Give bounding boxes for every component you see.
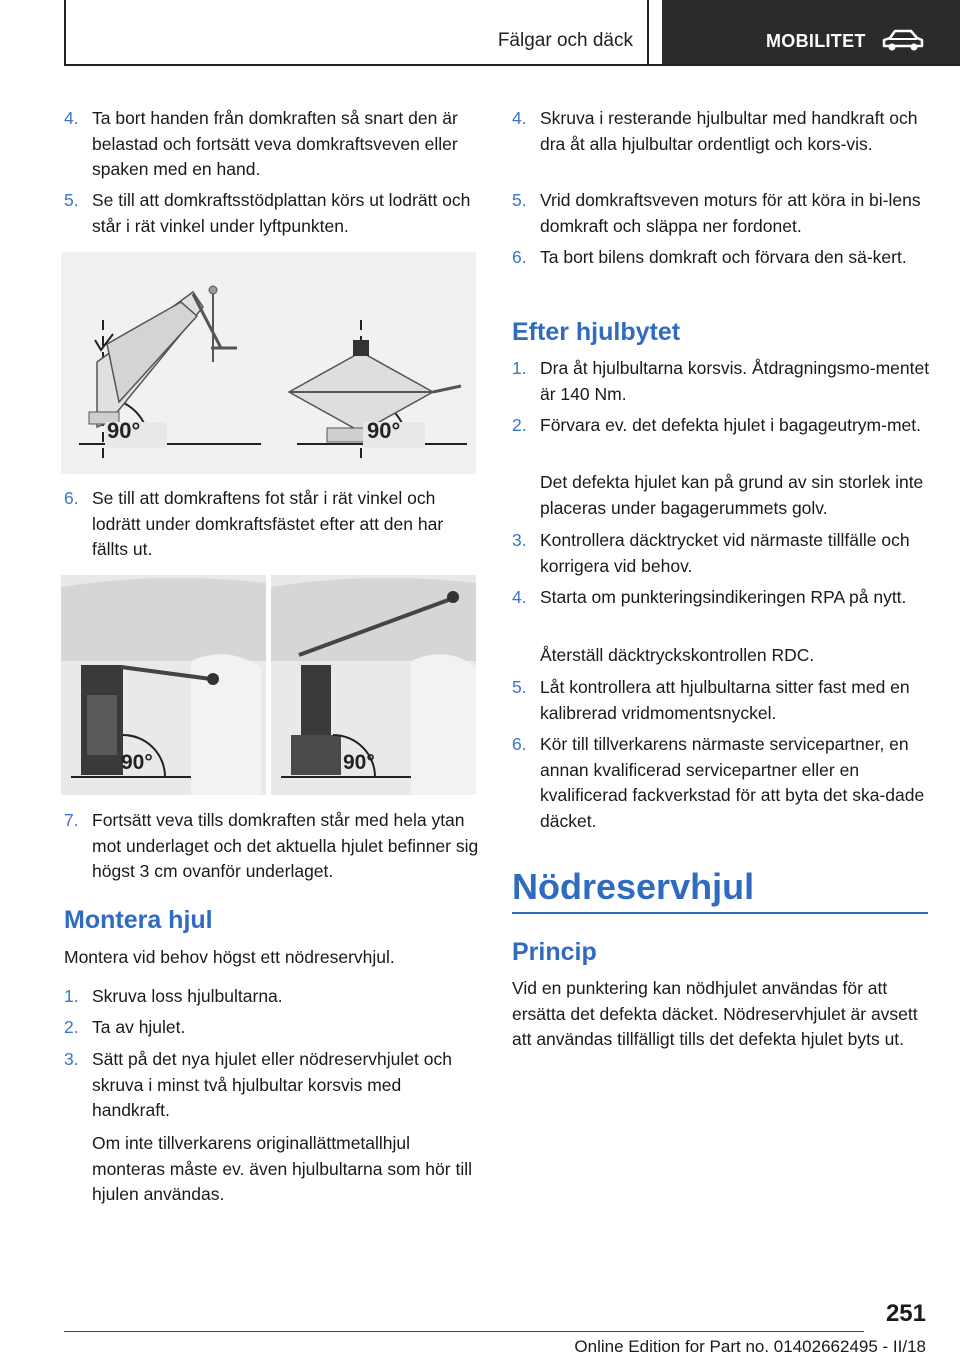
header-rule: [64, 64, 960, 66]
step-text: Ta bort handen från domkraften så snart den är belastad och fortsätt veva domkraftsveven eller spaken med en hand.: [92, 108, 458, 179]
step-note: Återställ däcktryckskontrollen RDC.: [540, 645, 815, 665]
angle-label-left: 90°: [107, 418, 141, 443]
header-section-tab: [64, 0, 649, 64]
step-text: Vrid domkraftsveven moturs för att köra in bi-lens domkraft och släppa ner fordonet.: [540, 190, 921, 236]
step-text: Sätt på det nya hjulet eller nödreservhjulet och skruva i minst två hjulbultar korsvis med handkraft.: [92, 1049, 452, 1120]
step-number: 7.: [64, 810, 79, 830]
principle-text: Vid en punktering kan nödhjulet användas för att ersätta det defekta däcket. Nödreservhjulet är avsett att användas tillfälligt tills det defekta hjulet byts ut.: [512, 978, 918, 1049]
step-number: 1.: [64, 986, 79, 1006]
step-number: 1.: [512, 358, 527, 378]
header-chapter-title: MOBILITET: [766, 31, 866, 51]
step-text: Förvara ev. det defekta hjulet i bagageutrym-met.: [540, 415, 921, 435]
section-intro: Montera vid behov högst ett nödreservhjul.: [64, 947, 395, 967]
header-section-title: Fälgar och däck: [497, 30, 633, 51]
step-number: 4.: [64, 108, 79, 128]
jack-angle-figure: [61, 252, 476, 474]
section-heading-princip: Princip: [512, 938, 597, 966]
step-number: 3.: [64, 1049, 79, 1069]
step-note: Det defekta hjulet kan på grund av sin storlek inte placeras under bagagerummets golv.: [540, 472, 924, 518]
page-number: 251: [885, 1300, 926, 1327]
step-text: Se till att domkraftens fot står i rät vinkel och lodrätt under domkraftsfästet efter att den har fällts ut.: [92, 488, 444, 559]
step-number: 5.: [64, 190, 79, 210]
step-number: 4.: [512, 108, 527, 128]
title-rule: [512, 912, 928, 914]
step-text: Kontrollera däcktrycket vid närmaste tillfälle och korrigera vid behov.: [540, 530, 910, 576]
step-text: Skruva i resterande hjulbultar med handkraft och dra åt alla hjulbultar ordentligt och kors-vis.: [540, 108, 918, 154]
chapter-title: Nödreservhjul: [512, 866, 755, 907]
step-number: 5.: [512, 190, 527, 210]
step-text: Låt kontrollera att hjulbultarna sitter fast med en kalibrerad vridmomentsnyckel.: [540, 677, 910, 723]
step-note: Om inte tillverkarens originallättmetallhjul monteras måste ev. även hjulbultarna som hör till hjulen användas.: [92, 1133, 472, 1204]
footer-rule: [64, 1331, 864, 1332]
angle-label-right: 90°: [343, 751, 375, 774]
section-heading-efter-hjulbytet: Efter hjulbytet: [512, 318, 681, 346]
angle-label-left: 90°: [121, 751, 153, 774]
section-heading-montera-hjul: Montera hjul: [64, 906, 213, 934]
step-number: 6.: [512, 734, 527, 754]
step-number: 6.: [512, 247, 527, 267]
step-text: Ta bort bilens domkraft och förvara den sä-kert.: [540, 247, 907, 267]
step-number: 2.: [64, 1017, 79, 1037]
step-text: Kör till tillverkarens närmaste servicepartner, en annan kvalificerad servicepartner eller en kvalificerad fackverkstad för att byta det ska-dade däcket.: [540, 734, 925, 831]
edition-text: Online Edition for Part no. 01402662495 - II/18: [574, 1337, 926, 1356]
step-text: Starta om punkteringsindikeringen RPA på nytt.: [540, 587, 907, 607]
car-icon: [880, 28, 926, 54]
angle-label-right: 90°: [367, 418, 401, 443]
step-text: Fortsätt veva tills domkraften står med hela ytan mot underlaget och det aktuella hjulet befinner sig högst 3 cm ovanför underlaget.: [92, 810, 479, 881]
step-number: 6.: [64, 488, 79, 508]
jack-placement-figure: [61, 575, 476, 795]
step-text: Skruva loss hjulbultarna.: [92, 986, 283, 1006]
step-number: 5.: [512, 677, 527, 697]
step-text: Dra åt hjulbultarna korsvis. Åtdragningsmo-mentet är 140 Nm.: [540, 358, 930, 404]
step-text: Ta av hjulet.: [92, 1017, 186, 1037]
step-number: 3.: [512, 530, 527, 550]
step-number: 2.: [512, 415, 527, 435]
step-text: Se till att domkraftsstödplattan körs ut lodrätt och står i rät vinkel under lyftpunkten.: [92, 190, 471, 236]
step-number: 4.: [512, 587, 527, 607]
